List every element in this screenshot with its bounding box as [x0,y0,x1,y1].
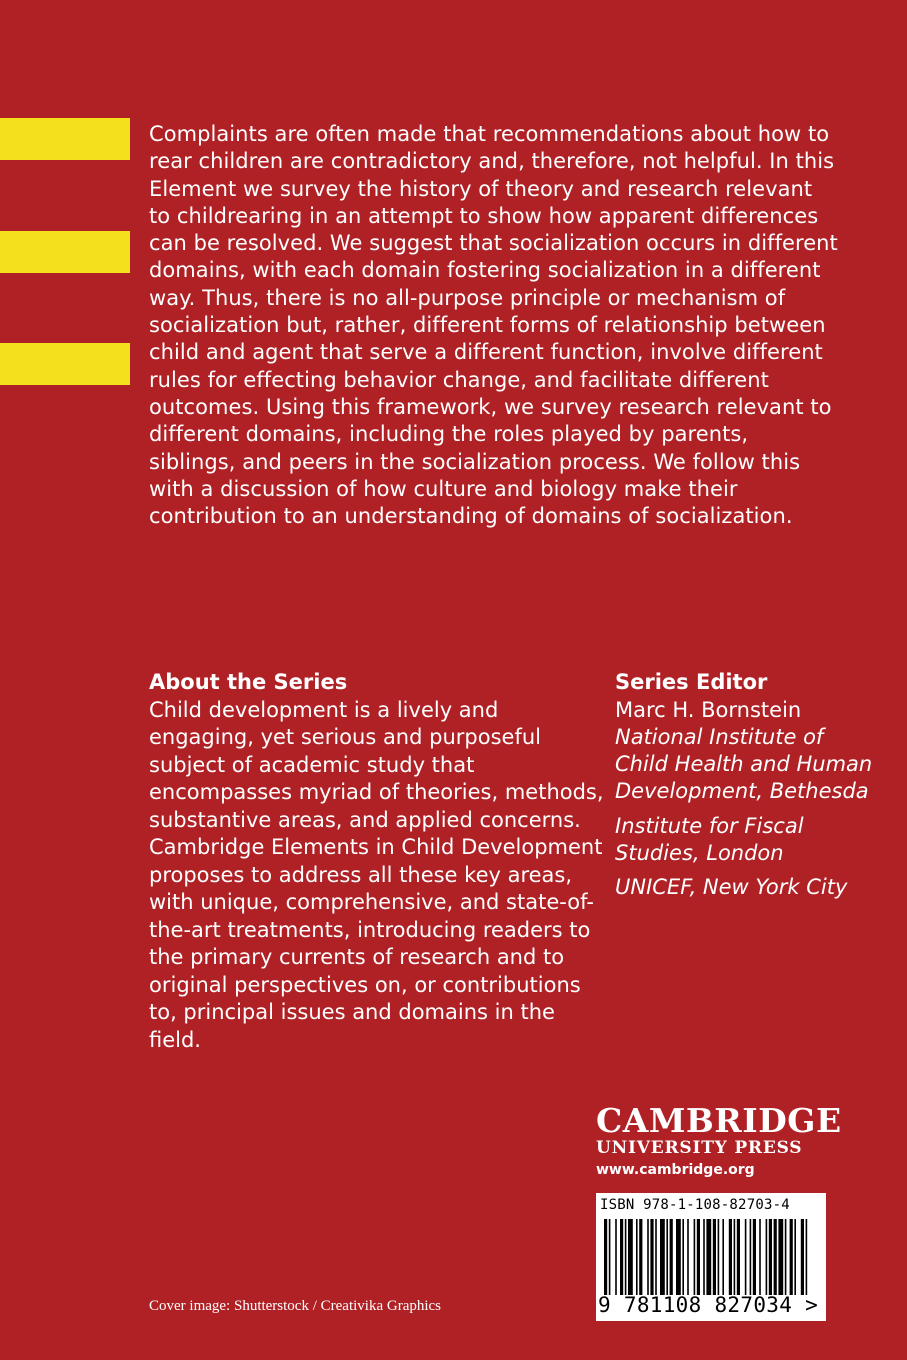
publisher-subname: UNIVERSITY PRESS [596,1138,803,1158]
cover-credit: Cover image: Shutterstock / Creativika Graphics [149,1298,442,1314]
book-blurb: Complaints are often made that recommendations about how to rear children are contradictory and, therefore, not helpful. In this Element we survey the history of theory and research relevant to childrearing in an attempt to show how apparent differences can be resolved. We suggest that socialization occurs in different domains, with each domain fostering socialization in a different way. Thus, there is no all-purpose principle or mechanism of socialization but, rather, different forms of relationship between child and agent that serve a different function, involve different rules for effecting behavior change, and facilitate different outcomes. Using this framework, we survey research relevant to different domains, including the roles played by parents, siblings, and peers in the socialization process. We follow this with a discussion of how culture and biology make their contribution to an understanding of domains of socialization. [149,122,838,529]
accent-bar-top [0,118,130,160]
isbn-barcode [596,1193,826,1321]
editor-affiliation: UNICEF, New York City [615,875,848,900]
editor-affiliation: Institute for Fiscal Studies, London [615,813,804,865]
publisher-url: www.cambridge.org [596,1162,755,1178]
barcode-digits: 9 781108 827034 > [598,1293,819,1317]
publisher-name: CAMBRIDGE [596,1101,842,1140]
series-editor [615,669,875,909]
cambridge-logo [596,1101,842,1180]
isbn-label: ISBN 978-1-108-82703-4 [600,1197,790,1213]
about-text: Child development is a lively and engaging, yet serious and purposeful subject of academic study that encompasses myriad of theories, methods, substantive areas, and applied concerns. Cambridge Elements in Child Development proposes to address all these key areas, with unique, comprehensive, and state-of-the-art treatments, introducing readers to the primary currents of research and to original perspectives on, or contributions to, principal issues and domains in the field. [149,697,604,1052]
accent-bar-middle [0,231,130,273]
about-heading: About the Series [149,670,348,694]
accent-bar-bottom [0,343,130,385]
editor-name: Marc H. Bornstein [615,697,802,722]
editor-heading: Series Editor [615,670,768,694]
about-the-series [149,669,609,1054]
editor-affiliation: National Institute of Child Health and Human Development, Bethesda [615,724,873,804]
